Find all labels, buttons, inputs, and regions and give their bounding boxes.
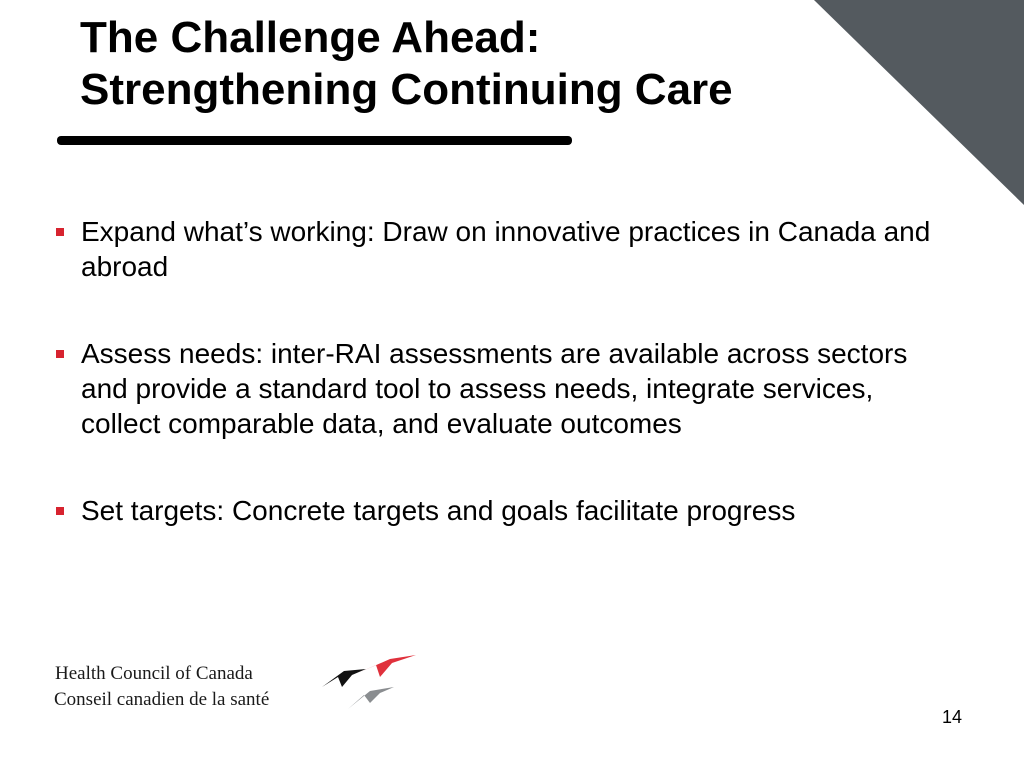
logo-french-name: Conseil canadien de la santé bbox=[54, 689, 270, 710]
logo-english-name: Health Council of Canada bbox=[55, 663, 253, 684]
bullet-square-icon bbox=[56, 228, 64, 236]
bullet-item bbox=[56, 336, 946, 441]
bird-logo-icon bbox=[318, 651, 420, 713]
slide-title-line-2: Strengthening Continuing Care bbox=[80, 65, 733, 114]
logo-black-bird bbox=[322, 669, 366, 687]
bullet-text: Assess needs: inter-RAI assessments are available across sectors and provide a standard tool to assess needs, integrate services, collect comparable data, and evaluate outcomes bbox=[81, 338, 908, 439]
slide-title-line-1: The Challenge Ahead: bbox=[80, 13, 541, 62]
bullet-square-icon bbox=[56, 350, 64, 358]
logo-gray-bird bbox=[348, 687, 394, 709]
bullet-item bbox=[56, 214, 946, 284]
corner-triangle bbox=[814, 0, 1024, 205]
bullet-square-icon bbox=[56, 507, 64, 515]
bullet-text: Set targets: Concrete targets and goals facilitate progress bbox=[81, 495, 796, 526]
organization-logo-text bbox=[55, 661, 269, 713]
corner-triangle-decoration bbox=[814, 0, 1024, 205]
bullet-text: Expand what’s working: Draw on innovative practices in Canada and abroad bbox=[81, 216, 931, 282]
bullet-list bbox=[56, 214, 946, 528]
page-number: 14 bbox=[941, 707, 962, 727]
bullet-item bbox=[56, 493, 946, 528]
title-underline bbox=[57, 136, 572, 145]
slide-title bbox=[80, 12, 733, 116]
logo-red-bird bbox=[358, 655, 416, 677]
